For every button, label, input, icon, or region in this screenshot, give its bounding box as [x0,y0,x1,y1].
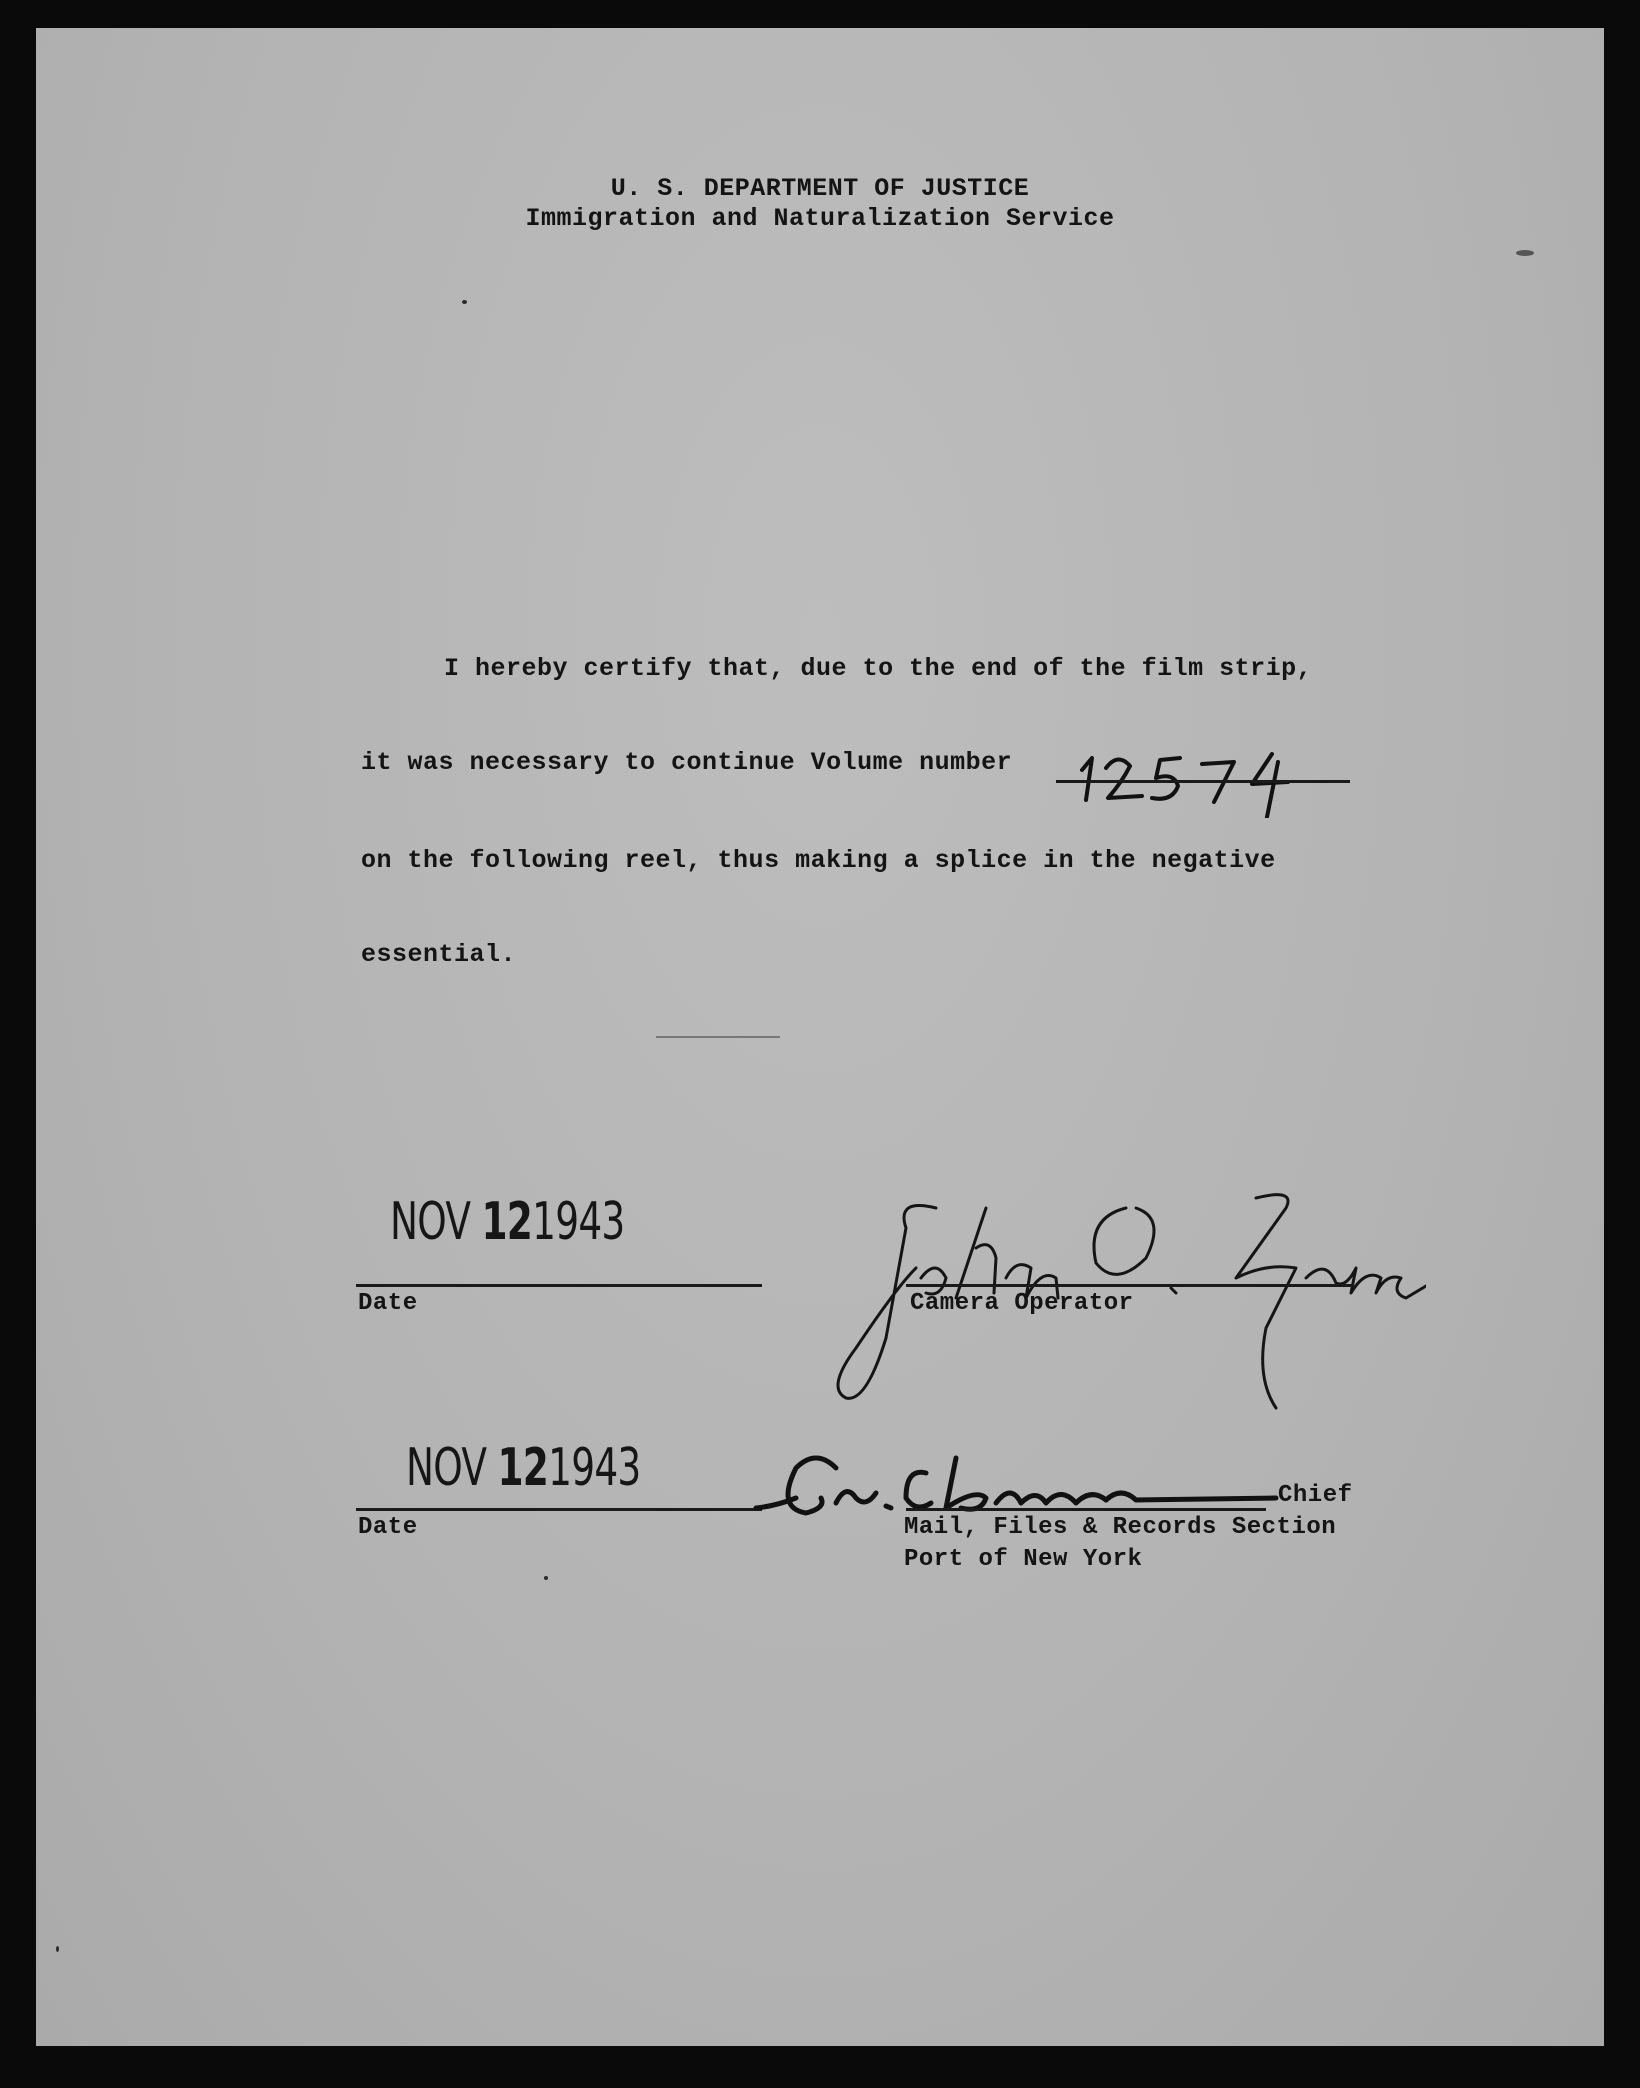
smudge-mark [1516,250,1534,256]
volume-number-handwriting [1052,718,1362,818]
date-stamp-1 [390,1192,625,1252]
chief-signature-line [906,1508,1266,1511]
date-stamp-1-day: 12 [481,1192,533,1252]
chief-title-line-2: Mail, Files & Records Section [904,1514,1337,1541]
chief-title-line-1: Chief [1278,1482,1353,1509]
volume-number-field [1052,718,1362,818]
speck-3 [56,1946,59,1952]
certification-line-4: essential. [361,940,517,969]
camera-operator-title: Camera Operator [910,1290,1134,1317]
department-heading: U. S. DEPARTMENT OF JUSTICE [610,174,1030,203]
date-stamp-2-month: NOV [406,1438,487,1498]
date-label-1: Date [358,1290,418,1317]
date-stamp-1-month: NOV [390,1192,471,1252]
service-heading: Immigration and Naturalization Service [525,204,1115,233]
document-page [36,28,1604,2046]
date-stamp-1-year: 1943 [532,1192,625,1252]
certification-line-1: I hereby certify that, due to the end of the film strip, [444,654,1313,683]
speck-1 [462,300,467,304]
date-line-1 [356,1284,762,1287]
date-label-2: Date [358,1514,418,1541]
volume-number-underline [1056,780,1350,783]
camera-operator-signature-line [906,1284,1354,1287]
certification-line-3: on the following reel, thus making a splice in the negative [361,846,1276,875]
speck-2 [544,1576,548,1580]
stray-mark [656,1036,780,1038]
date-stamp-2 [406,1438,641,1498]
date-stamp-2-year: 1943 [548,1438,641,1498]
certification-line-2: it was necessary to continue Volume number [361,748,1013,777]
date-line-2 [356,1508,762,1511]
chief-title-line-3: Port of New York [904,1546,1143,1573]
date-stamp-2-day: 12 [497,1438,549,1498]
